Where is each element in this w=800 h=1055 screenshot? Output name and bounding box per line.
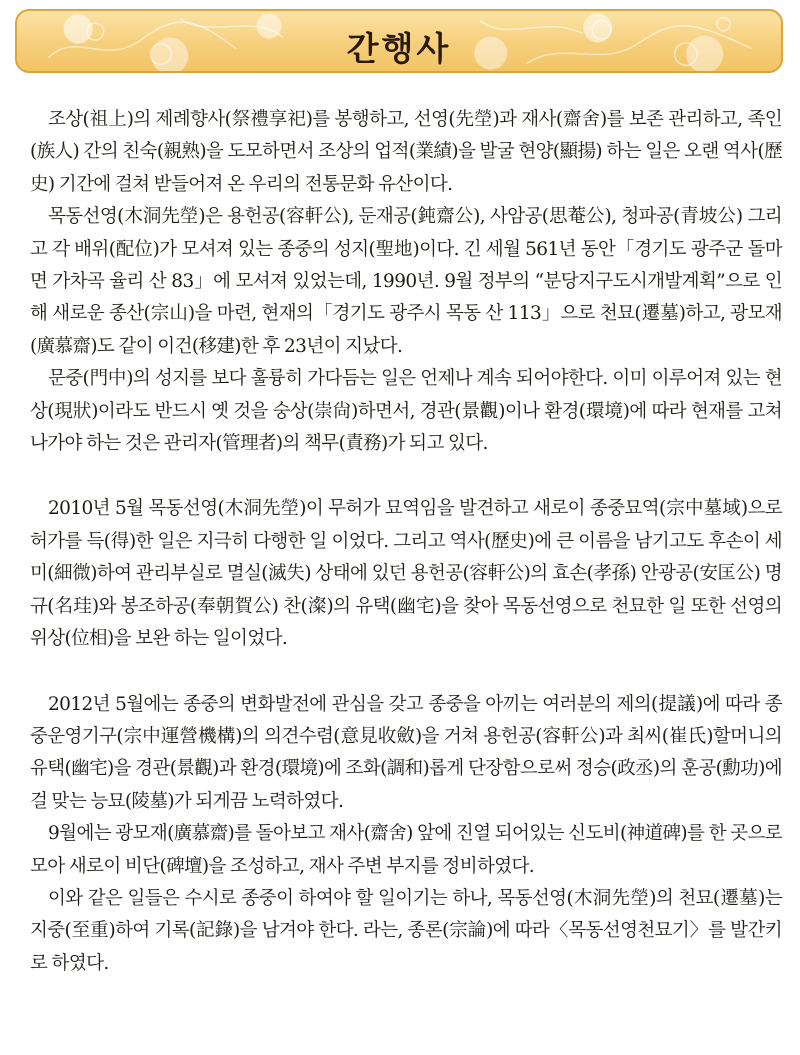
paragraph: 문중(門中)의 성지를 보다 훌륭히 가다듬는 일은 언제나 계속 되어야한다. 이미 이루어져 있는 현상(現狀)이라도 반드시 옛 것을 숭상(崇尙)하면서, 경관(景觀)이나 환경(環境)에 따라 현재를 고쳐나가야 하는 것은 관리자(管理者)의 책무(責務)가 되고 있다.: [30, 368, 782, 455]
paragraph: 2012년 5월에는 종중의 변화발전에 관심을 갖고 종중을 아끼는 여러분의 제의(提議)에 따라 종중운영기구(宗中運營機構)의 의견수렴(意見收斂)을 거쳐 용헌공(容軒公)과 최씨(崔氏)할머니의 유택(幽宅)을 경관(景觀)과 환경(環境)에 조화(調和)롭게 단장함으로써 정승(政丞)의 훈공(勳功)에 걸 맞는 능묘(陵墓)가 되게끔 노력하였다.: [30, 693, 782, 812]
paragraph: 9월에는 광모재(廣慕齋)를 돌아보고 재사(齋舍) 앞에 진열 되어있는 신도비(神道碑)를 한 곳으로 모아 새로이 비단(碑壇)을 조성하고, 재사 주변 부지를 정비하였다.: [30, 823, 782, 877]
paragraph: 2010년 5월 목동선영(木洞先塋)이 무허가 묘역임을 발견하고 새로이 종중묘역(宗中墓域)으로 허가를 득(得)한 일은 지극히 다행한 일 이었다. 그리고 역사(歷史)에 큰 이름을 남기고도 후손이 세미(細微)하여 관리부실로 멸실(滅失) 상태에 있던 용헌공(容軒公)의 효손(孝孫) 안광공(安匡公) 명규(名珪)와 봉조하공(奉朝賀公) 찬(澯)의 유택(幽宅)을 찾아 목동선영으로 천묘한 일 또한 선영의 위상(位相)을 보완 하는 일이었다.: [30, 498, 782, 650]
paragraph: 조상(祖上)의 제례향사(祭禮享祀)를 봉행하고, 선영(先塋)과 재사(齋舍)를 보존 관리하고, 족인(族人) 간의 친숙(親熟)을 도모하면서 조상의 업적(業績)을 발굴 현양(顯揚) 하는 일은 오랜 역사(歷史) 기간에 걸쳐 받들어져 온 우리의 전통문화 유산이다.: [30, 109, 782, 195]
page-title: 간행사: [346, 29, 452, 68]
title-banner: [15, 9, 783, 73]
paragraph: 목동선영(木洞先塋)은 용헌공(容軒公), 둔재공(鈍齋公), 사암공(思菴公), 청파공(青坡公) 그리고 각 배위(配位)가 모셔져 있는 종중의 성지(聖地)이다. 긴 세월 561년 동안「경기도 광주군 돌마면 가차곡 율리 산 83」에 모셔져 있었는데, 1990년. 9월 정부의 “분당지구도시개발계획”으로 인해 새로운 종산(宗山)을 마련, 현재의「경기도 광주시 목동 산 113」으로 천묘(遷墓)하고, 광모재(廣慕齋)도 같이 이건(移建)한 후 23년이 지났다.: [30, 206, 782, 357]
paragraph: 이와 같은 일들은 수시로 종중이 하여야 할 일이기는 하나, 목동선영(木洞先塋)의 천묘(遷墓)는 지중(至重)하여 기록(記錄)을 남겨야 한다. 라는, 종론(宗論)에 따라〈목동선영천묘기〉를 발간키로 하였다.: [30, 887, 782, 974]
body-text: [30, 104, 782, 980]
